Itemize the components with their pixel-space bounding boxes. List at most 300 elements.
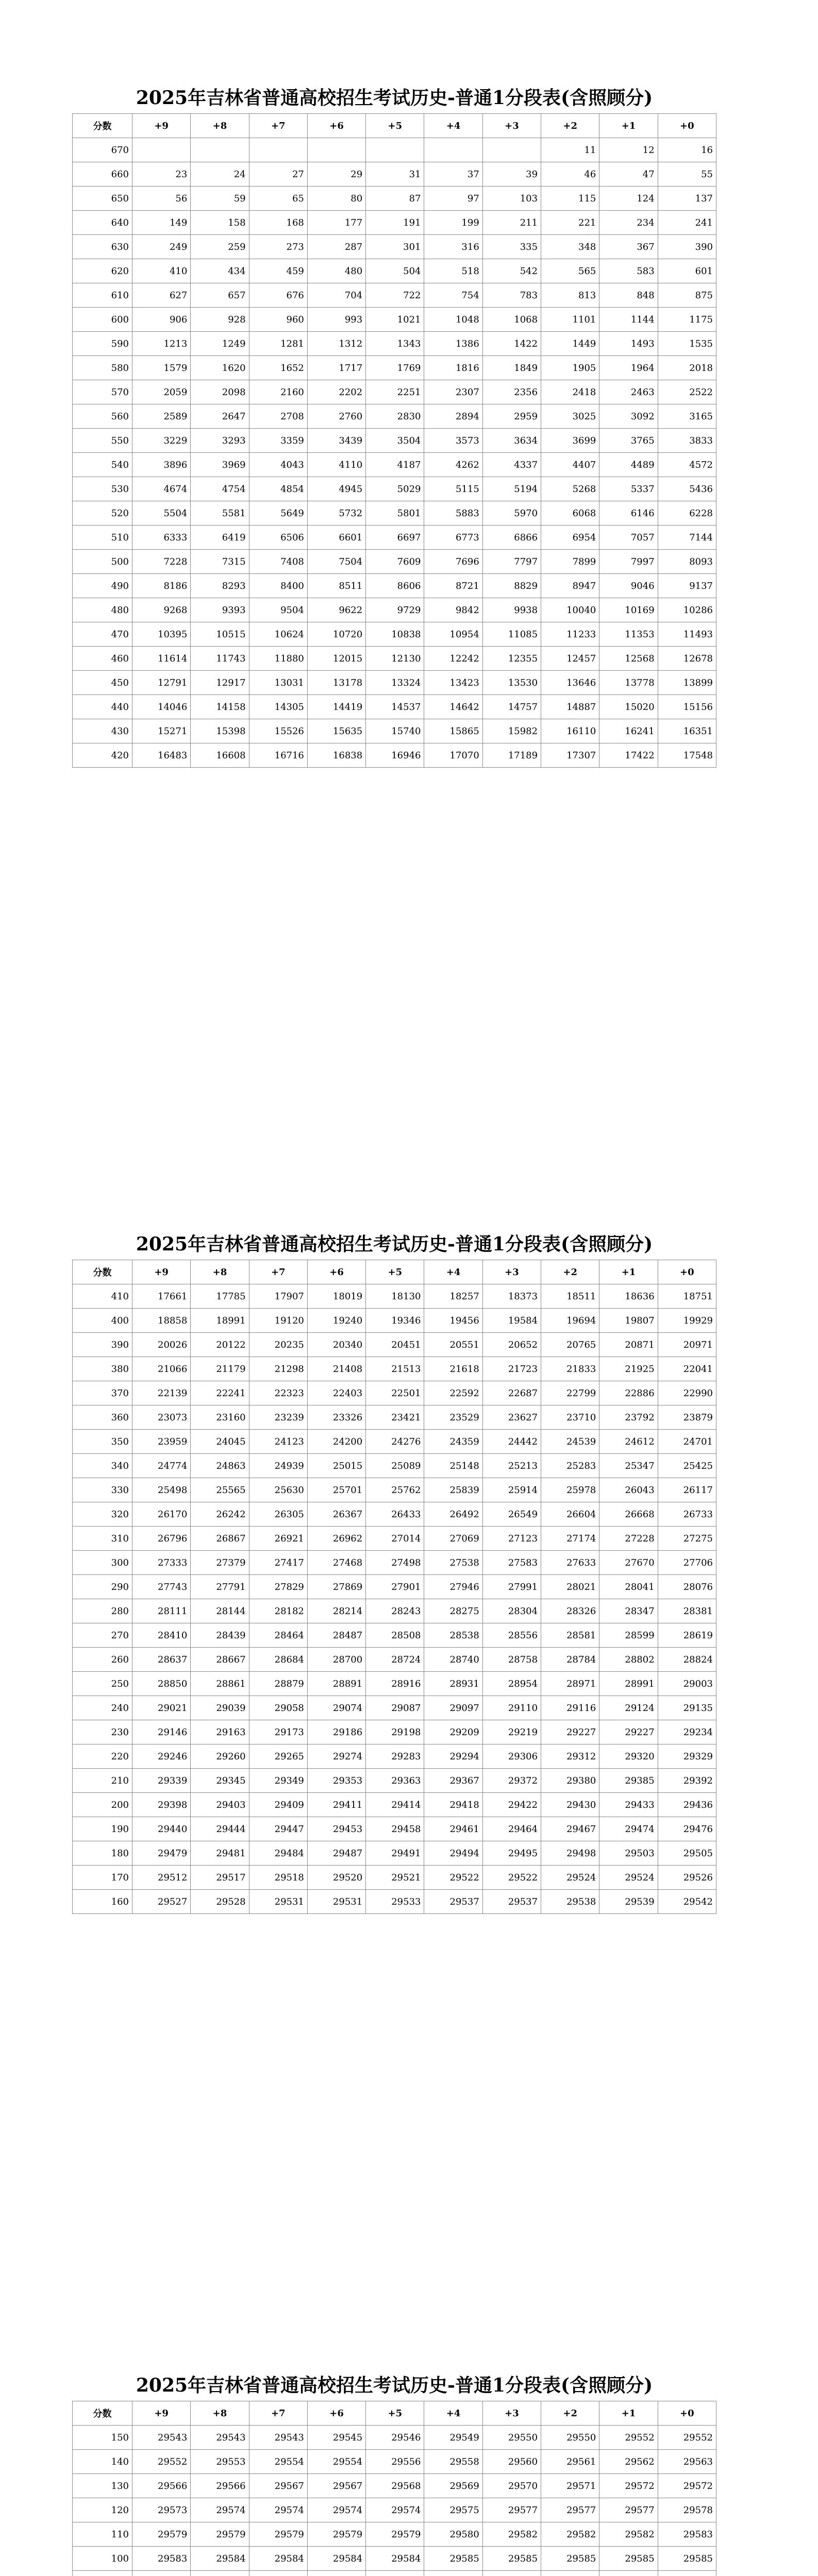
table-header-row	[73, 1260, 716, 1284]
count-cell: 29447	[249, 1817, 307, 1841]
count-cell: 2251	[366, 380, 424, 404]
table-row	[73, 235, 716, 259]
count-cell: 29574	[191, 2498, 249, 2522]
header-score: 分数	[73, 1260, 132, 1284]
count-cell: 11	[541, 138, 599, 162]
count-cell: 10515	[191, 622, 249, 647]
count-cell: 15526	[249, 719, 307, 743]
header-offset: +6	[307, 114, 365, 138]
count-cell: 29418	[424, 1793, 482, 1817]
count-cell: 28144	[191, 1599, 249, 1623]
score-cell: 600	[73, 308, 132, 332]
count-cell: 23529	[424, 1405, 482, 1430]
count-cell: 5732	[307, 501, 365, 526]
count-cell: 813	[541, 283, 599, 308]
count-cell: 2098	[191, 380, 249, 404]
count-cell: 27829	[249, 1575, 307, 1599]
count-cell: 5883	[424, 501, 482, 526]
count-cell: 29367	[424, 1769, 482, 1793]
count-cell: 6333	[132, 526, 191, 550]
count-cell: 29572	[599, 2474, 658, 2498]
header-offset: +7	[249, 1260, 307, 1284]
count-cell	[307, 138, 365, 162]
table-row	[73, 162, 716, 187]
count-cell: 11743	[191, 647, 249, 671]
table-row	[73, 1769, 716, 1793]
count-cell: 5029	[366, 477, 424, 501]
count-cell: 9938	[482, 598, 541, 622]
table-row	[73, 1454, 716, 1478]
count-cell: 16351	[658, 719, 716, 743]
table-row	[73, 671, 716, 695]
count-cell: 10720	[307, 622, 365, 647]
count-cell: 10286	[658, 598, 716, 622]
count-cell: 14537	[366, 695, 424, 719]
table-row	[73, 1333, 716, 1357]
count-cell: 23239	[249, 1405, 307, 1430]
count-cell: 29116	[541, 1696, 599, 1720]
count-cell: 29554	[249, 2450, 307, 2474]
count-cell: 28740	[424, 1648, 482, 1672]
header-offset: +1	[599, 2401, 658, 2426]
count-cell: 5504	[132, 501, 191, 526]
count-cell: 16838	[307, 743, 365, 768]
count-cell: 19929	[658, 1309, 716, 1333]
count-cell: 29537	[424, 1890, 482, 1914]
table-row	[73, 2474, 716, 2498]
count-cell: 1101	[541, 308, 599, 332]
count-cell: 28991	[599, 1672, 658, 1696]
count-cell: 1652	[249, 356, 307, 380]
count-cell: 137	[658, 187, 716, 211]
count-cell: 627	[132, 283, 191, 308]
count-cell: 29561	[541, 2450, 599, 2474]
count-cell: 3439	[307, 429, 365, 453]
count-cell	[482, 138, 541, 162]
count-cell: 2647	[191, 404, 249, 429]
count-cell: 29385	[599, 1769, 658, 1793]
header-offset: +1	[599, 1260, 658, 1284]
count-cell: 1905	[541, 356, 599, 380]
count-cell: 1281	[249, 332, 307, 356]
count-cell: 21833	[541, 1357, 599, 1381]
score-cell: 650	[73, 187, 132, 211]
count-cell: 29569	[424, 2474, 482, 2498]
table-row	[73, 2522, 716, 2547]
score-cell: 400	[73, 1309, 132, 1333]
score-cell: 360	[73, 1405, 132, 1430]
count-cell: 28724	[366, 1648, 424, 1672]
header-offset: +2	[541, 1260, 599, 1284]
table-row	[73, 2450, 716, 2474]
count-cell: 29585	[541, 2547, 599, 2571]
table-row	[73, 1405, 716, 1430]
count-cell: 9046	[599, 574, 658, 598]
count-cell: 27014	[366, 1527, 424, 1551]
count-cell: 29476	[658, 1817, 716, 1841]
table-row	[73, 1744, 716, 1769]
header-offset: +0	[658, 114, 716, 138]
count-cell: 29453	[307, 1817, 365, 1841]
count-cell: 14305	[249, 695, 307, 719]
count-cell: 29135	[658, 1696, 716, 1720]
count-cell: 19584	[482, 1309, 541, 1333]
count-cell: 676	[249, 283, 307, 308]
count-cell: 410	[132, 259, 191, 283]
count-cell: 97	[424, 187, 482, 211]
count-cell: 23073	[132, 1405, 191, 1430]
count-cell: 29087	[366, 1696, 424, 1720]
count-cell: 29554	[307, 2450, 365, 2474]
count-cell: 6697	[366, 526, 424, 550]
count-cell: 26305	[249, 1502, 307, 1527]
count-cell: 7609	[366, 550, 424, 574]
count-cell: 29398	[132, 1793, 191, 1817]
count-cell: 928	[191, 308, 249, 332]
count-cell: 29522	[482, 1866, 541, 1890]
count-cell: 29574	[249, 2498, 307, 2522]
count-cell: 28111	[132, 1599, 191, 1623]
count-cell: 241	[658, 211, 716, 235]
count-cell: 28581	[541, 1623, 599, 1648]
count-cell: 29345	[191, 1769, 249, 1793]
count-cell: 7144	[658, 526, 716, 550]
score-cell: 530	[73, 477, 132, 501]
count-cell: 26867	[191, 1527, 249, 1551]
count-cell: 29562	[599, 2450, 658, 2474]
count-cell: 17661	[132, 1284, 191, 1309]
count-cell: 4187	[366, 453, 424, 477]
count-cell: 29522	[424, 1866, 482, 1890]
count-cell: 29542	[658, 1890, 716, 1914]
count-cell	[307, 2571, 365, 2576]
count-cell: 21618	[424, 1357, 482, 1381]
count-cell: 29110	[482, 1696, 541, 1720]
count-cell: 367	[599, 235, 658, 259]
table-row	[73, 1623, 716, 1648]
count-cell: 27417	[249, 1551, 307, 1575]
count-cell: 26043	[599, 1478, 658, 1502]
count-cell: 16608	[191, 743, 249, 768]
count-cell: 29566	[191, 2474, 249, 2498]
count-cell: 601	[658, 259, 716, 283]
score-cell: 560	[73, 404, 132, 429]
count-cell: 15982	[482, 719, 541, 743]
count-cell: 29577	[482, 2498, 541, 2522]
count-cell: 6228	[658, 501, 716, 526]
count-cell: 25283	[541, 1454, 599, 1478]
count-cell: 2522	[658, 380, 716, 404]
count-cell: 3634	[482, 429, 541, 453]
count-cell: 16946	[366, 743, 424, 768]
count-cell: 103	[482, 187, 541, 211]
count-cell: 29353	[307, 1769, 365, 1793]
count-cell: 390	[658, 235, 716, 259]
count-cell: 12568	[599, 647, 658, 671]
count-cell: 28487	[307, 1623, 365, 1648]
count-cell: 17422	[599, 743, 658, 768]
count-cell: 8093	[658, 550, 716, 574]
count-cell: 87	[366, 187, 424, 211]
table-row	[73, 308, 716, 332]
score-cell: 270	[73, 1623, 132, 1648]
score-cell: 610	[73, 283, 132, 308]
table-header-row	[73, 114, 716, 138]
score-cell: 570	[73, 380, 132, 404]
count-cell: 18019	[307, 1284, 365, 1309]
count-cell: 29578	[658, 2498, 716, 2522]
count-cell: 19456	[424, 1309, 482, 1333]
count-cell: 754	[424, 283, 482, 308]
header-offset: +3	[482, 1260, 541, 1284]
count-cell: 18751	[658, 1284, 716, 1309]
count-cell: 906	[132, 308, 191, 332]
count-cell: 15398	[191, 719, 249, 743]
header-offset: +2	[541, 114, 599, 138]
count-cell: 26367	[307, 1502, 365, 1527]
count-cell: 25148	[424, 1454, 482, 1478]
count-cell: 29283	[366, 1744, 424, 1769]
count-cell: 25089	[366, 1454, 424, 1478]
count-cell: 29537	[482, 1890, 541, 1914]
header-offset: +9	[132, 2401, 191, 2426]
count-cell: 29584	[307, 2547, 365, 2571]
count-cell: 5970	[482, 501, 541, 526]
count-cell: 3229	[132, 429, 191, 453]
count-cell: 848	[599, 283, 658, 308]
table-row	[73, 1890, 716, 1914]
table-row	[73, 1309, 716, 1333]
count-cell: 11880	[249, 647, 307, 671]
count-cell: 29411	[307, 1793, 365, 1817]
header-offset: +7	[249, 114, 307, 138]
header-score: 分数	[73, 2401, 132, 2426]
count-cell: 15271	[132, 719, 191, 743]
count-cell: 2760	[307, 404, 365, 429]
count-cell: 2463	[599, 380, 658, 404]
count-cell: 14642	[424, 695, 482, 719]
count-cell: 25213	[482, 1454, 541, 1478]
count-cell: 26733	[658, 1502, 716, 1527]
count-cell: 11353	[599, 622, 658, 647]
count-cell: 29531	[307, 1890, 365, 1914]
count-cell: 26796	[132, 1527, 191, 1551]
count-cell: 27228	[599, 1527, 658, 1551]
count-cell: 17307	[541, 743, 599, 768]
count-cell: 29524	[541, 1866, 599, 1890]
table-row	[73, 695, 716, 719]
count-cell: 168	[249, 211, 307, 235]
count-cell: 29552	[658, 2426, 716, 2450]
count-cell: 29503	[599, 1841, 658, 1866]
header-offset: +0	[658, 2401, 716, 2426]
count-cell: 29568	[366, 2474, 424, 2498]
count-cell	[132, 138, 191, 162]
count-cell: 28599	[599, 1623, 658, 1648]
count-cell: 29524	[599, 1866, 658, 1890]
count-cell: 9622	[307, 598, 365, 622]
score-cell: 240	[73, 1696, 132, 1720]
score-cell: 120	[73, 2498, 132, 2522]
count-cell: 8400	[249, 574, 307, 598]
count-cell: 221	[541, 211, 599, 235]
count-cell: 3293	[191, 429, 249, 453]
count-cell: 29572	[658, 2474, 716, 2498]
count-cell: 22501	[366, 1381, 424, 1405]
count-cell: 23879	[658, 1405, 716, 1430]
score-cell: 190	[73, 1817, 132, 1841]
count-cell: 29527	[132, 1890, 191, 1914]
count-cell: 24939	[249, 1454, 307, 1478]
count-cell: 29560	[482, 2450, 541, 2474]
count-cell: 28824	[658, 1648, 716, 1672]
count-cell: 1579	[132, 356, 191, 380]
count-cell: 13324	[366, 671, 424, 695]
count-cell: 29517	[191, 1866, 249, 1890]
table-row	[73, 1527, 716, 1551]
count-cell: 5115	[424, 477, 482, 501]
score-cell: 320	[73, 1502, 132, 1527]
count-cell: 20765	[541, 1333, 599, 1357]
count-cell: 10395	[132, 622, 191, 647]
count-cell: 11493	[658, 622, 716, 647]
count-cell: 27275	[658, 1527, 716, 1551]
count-cell: 13423	[424, 671, 482, 695]
count-cell: 12457	[541, 647, 599, 671]
table-row	[73, 1817, 716, 1841]
count-cell: 29543	[132, 2426, 191, 2450]
count-cell: 9268	[132, 598, 191, 622]
count-cell: 28381	[658, 1599, 716, 1623]
count-cell: 18373	[482, 1284, 541, 1309]
count-cell: 29573	[132, 2498, 191, 2522]
count-cell: 5194	[482, 477, 541, 501]
count-cell: 17548	[658, 743, 716, 768]
count-cell: 1312	[307, 332, 365, 356]
table-row	[73, 2498, 716, 2522]
count-cell: 2830	[366, 404, 424, 429]
count-cell: 10624	[249, 622, 307, 647]
count-cell: 1021	[366, 308, 424, 332]
count-cell: 26962	[307, 1527, 365, 1551]
count-cell: 25630	[249, 1478, 307, 1502]
count-cell	[366, 2571, 424, 2576]
count-cell: 28076	[658, 1575, 716, 1599]
score-cell: 420	[73, 743, 132, 768]
score-cell: 110	[73, 2522, 132, 2547]
count-cell: 21298	[249, 1357, 307, 1381]
count-cell: 29464	[482, 1817, 541, 1841]
count-cell: 29583	[132, 2547, 191, 2571]
count-cell: 1068	[482, 308, 541, 332]
count-cell: 8293	[191, 574, 249, 598]
count-cell: 6068	[541, 501, 599, 526]
table-row	[73, 1672, 716, 1696]
count-cell: 2418	[541, 380, 599, 404]
score-cell: 660	[73, 162, 132, 187]
count-cell: 1535	[658, 332, 716, 356]
count-cell: 29571	[541, 2474, 599, 2498]
count-cell: 29575	[424, 2498, 482, 2522]
count-cell: 13178	[307, 671, 365, 695]
count-cell: 29474	[599, 1817, 658, 1841]
count-cell: 28347	[599, 1599, 658, 1623]
count-cell: 26242	[191, 1502, 249, 1527]
count-cell: 29306	[482, 1744, 541, 1769]
count-cell: 2202	[307, 380, 365, 404]
count-cell: 29209	[424, 1720, 482, 1744]
count-cell: 17189	[482, 743, 541, 768]
count-cell: 29558	[424, 2450, 482, 2474]
count-cell: 8829	[482, 574, 541, 598]
count-cell: 27468	[307, 1551, 365, 1575]
count-cell: 22990	[658, 1381, 716, 1405]
count-cell: 14887	[541, 695, 599, 719]
score-cell: 340	[73, 1454, 132, 1478]
count-cell: 7504	[307, 550, 365, 574]
count-cell: 28619	[658, 1623, 716, 1648]
count-cell: 4407	[541, 453, 599, 477]
count-cell: 2708	[249, 404, 307, 429]
score-cell: 500	[73, 550, 132, 574]
count-cell: 28508	[366, 1623, 424, 1648]
count-cell: 27123	[482, 1527, 541, 1551]
count-cell: 4572	[658, 453, 716, 477]
count-cell: 28684	[249, 1648, 307, 1672]
count-cell: 29422	[482, 1793, 541, 1817]
score-cell: 100	[73, 2547, 132, 2571]
count-cell: 1249	[191, 332, 249, 356]
count-cell: 6866	[482, 526, 541, 550]
count-cell: 4262	[424, 453, 482, 477]
count-cell: 3359	[249, 429, 307, 453]
count-cell: 29458	[366, 1817, 424, 1841]
count-cell: 4674	[132, 477, 191, 501]
header-offset: +7	[249, 2401, 307, 2426]
count-cell: 29579	[191, 2522, 249, 2547]
count-cell	[599, 2571, 658, 2576]
count-cell: 29552	[599, 2426, 658, 2450]
count-cell: 65	[249, 187, 307, 211]
count-cell: 16110	[541, 719, 599, 743]
count-cell: 29553	[191, 2450, 249, 2474]
score-cell: 370	[73, 1381, 132, 1405]
count-cell: 27379	[191, 1551, 249, 1575]
count-cell: 29380	[541, 1769, 599, 1793]
count-cell: 29339	[132, 1769, 191, 1793]
table-row	[73, 1866, 716, 1890]
count-cell: 8606	[366, 574, 424, 598]
count-cell: 28700	[307, 1648, 365, 1672]
count-cell: 19807	[599, 1309, 658, 1333]
table-row	[73, 477, 716, 501]
count-cell: 29521	[366, 1866, 424, 1890]
count-cell: 177	[307, 211, 365, 235]
count-cell: 2894	[424, 404, 482, 429]
count-cell: 29518	[249, 1866, 307, 1890]
table-row	[73, 283, 716, 308]
count-cell: 158	[191, 211, 249, 235]
count-cell: 25347	[599, 1454, 658, 1478]
table-row	[73, 211, 716, 235]
count-cell: 29433	[599, 1793, 658, 1817]
count-cell: 13530	[482, 671, 541, 695]
count-cell: 12	[599, 138, 658, 162]
count-cell: 26604	[541, 1502, 599, 1527]
score-cell: 510	[73, 526, 132, 550]
count-cell: 875	[658, 283, 716, 308]
count-cell: 29528	[191, 1890, 249, 1914]
